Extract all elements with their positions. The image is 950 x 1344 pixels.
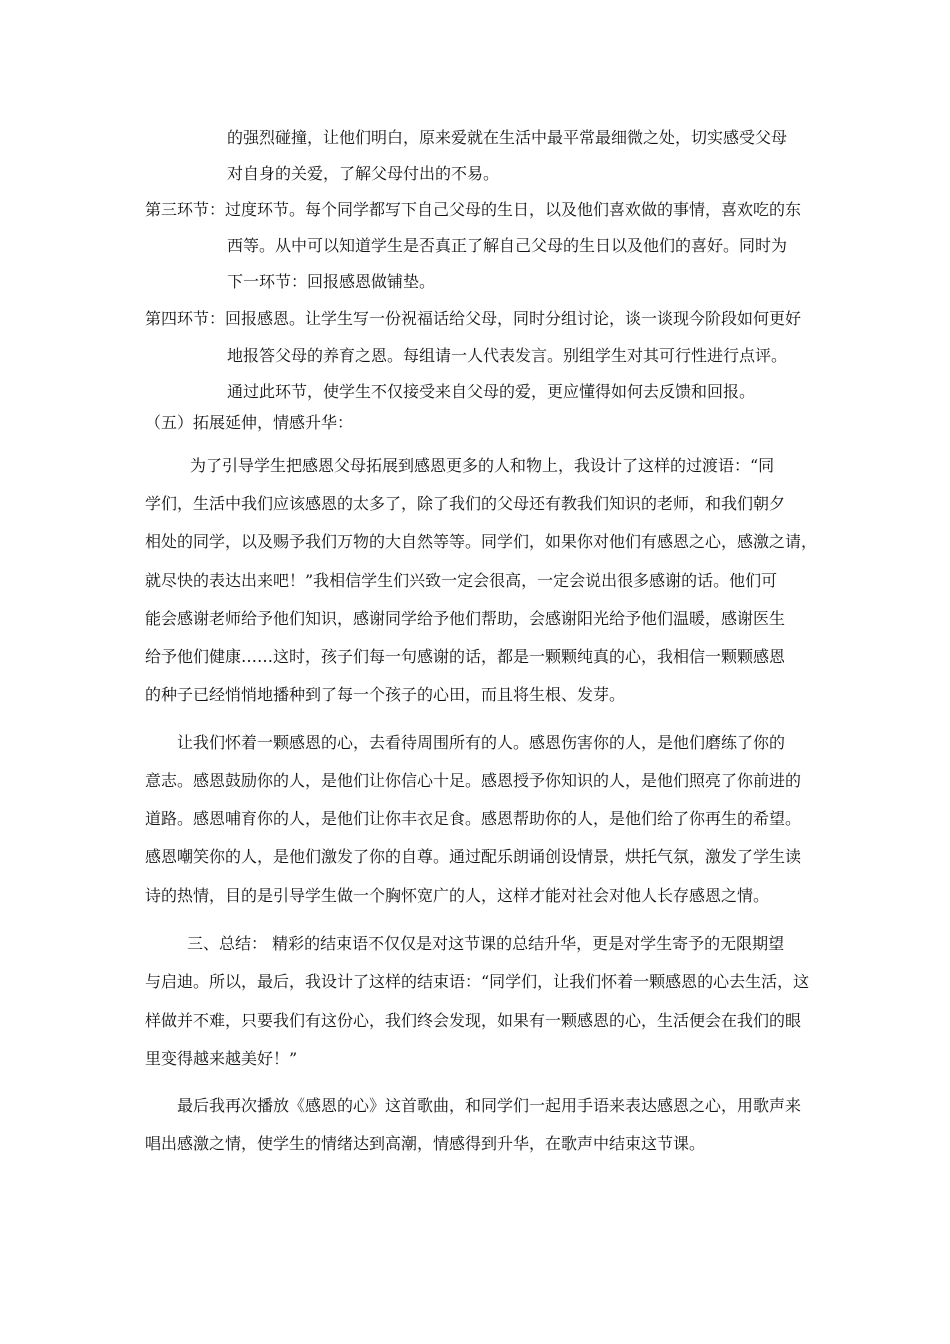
paragraph-2-line-3: 道路。感恩哺育你的人，是他们让你丰衣足食。感恩帮助你的人，是他们给了你再生的希望。 — [145, 809, 802, 828]
text-line-5: 下一环节：回报感恩做铺垫。 — [227, 272, 436, 291]
summary-line-2: 与启迪。所以，最后，我设计了这样的结束语：“同学们，让我们怀着一颗感恩的心去生活，这 — [145, 972, 810, 991]
paragraph-1-line-1: 为了引导学生把感恩父母拓展到感恩更多的人和物上，我设计了这样的过渡语：“同 — [190, 456, 775, 475]
paragraph-1-line-5: 能会感谢老师给予他们知识，感谢同学给予他们帮助，会感谢阳光给予他们温暖，感谢医生 — [145, 609, 786, 628]
summary-line-4: 里变得越来越美好！” — [145, 1049, 298, 1068]
closing-line-1: 最后我再次播放《感恩的心》这首歌曲，和同学们一起用手语来表达感恩之心，用歌声来 — [177, 1096, 802, 1115]
paragraph-1-line-6: 给予他们健康……这时，孩子们每一句感谢的话，都是一颗颗纯真的心，我相信一颗颗感恩 — [145, 647, 786, 666]
summary-line-3: 样做并不难，只要我们有这份心，我们终会发现，如果有一颗感恩的心，生活便会在我们的眼 — [145, 1011, 802, 1030]
section-4-heading-line: 第四环节：回报感恩。让学生写一份祝福话给父母，同时分组讨论，谈一谈现今阶段如何更好 — [145, 309, 802, 328]
closing-line-2: 唱出感激之情，使学生的情绪达到高潮，情感得到升华，在歌声中结束这节课。 — [145, 1134, 706, 1153]
paragraph-1-line-7: 的种子已经悄悄地播种到了每一个孩子的心田，而且将生根、发芽。 — [145, 685, 626, 704]
text-line-1: 的强烈碰撞，让他们明白，原来爱就在生活中最平常最细微之处，切实感受父母 — [227, 128, 788, 147]
paragraph-2-line-4: 感恩嘲笑你的人，是他们激发了你的自尊。通过配乐朗诵创设情景，烘托气氛，激发了学生读 — [145, 847, 802, 866]
summary-line-1: 三、总结： 精彩的结束语不仅仅是对这节课的总结升华，更是对学生寄予的无限期望 — [187, 934, 785, 953]
paragraph-1-line-4: 就尽快的表达出来吧！”我相信学生们兴致一定会很高，一定会说出很多感谢的话。他们可 — [145, 571, 778, 590]
text-line-8: 通过此环节，使学生不仅接受来自父母的爱，更应懂得如何去反馈和回报。 — [227, 382, 756, 401]
paragraph-2-line-1: 让我们怀着一颗感恩的心，去看待周围所有的人。感恩伤害你的人，是他们磨练了你的 — [177, 733, 786, 752]
section-3-heading-line: 第三环节：过度环节。每个同学都写下自己父母的生日，以及他们喜欢做的事情，喜欢吃的东 — [145, 200, 802, 219]
paragraph-2-line-5: 诗的热情，目的是引导学生做一个胸怀宽广的人，这样才能对社会对他人长存感恩之情。 — [145, 886, 770, 905]
paragraph-1-line-3: 相处的同学，以及赐予我们万物的大自然等等。同学们，如果你对他们有感恩之心，感激之请， — [145, 532, 818, 551]
text-line-7: 地报答父母的养育之恩。每组请一人代表发言。别组学生对其可行性进行点评。 — [227, 346, 788, 365]
section-5-heading: （五）拓展延伸，情感升华： — [145, 413, 354, 432]
text-line-4: 西等。从中可以知道学生是否真正了解自己父母的生日以及他们的喜好。同时为 — [227, 236, 788, 255]
paragraph-2-line-2: 意志。感恩鼓励你的人，是他们让你信心十足。感恩授予你知识的人，是他们照亮了你前进的 — [145, 771, 802, 790]
text-line-2: 对自身的关爱，了解父母付出的不易。 — [227, 164, 500, 183]
paragraph-1-line-2: 学们，生活中我们应该感恩的太多了，除了我们的父母还有教我们知识的老师，和我们朝夕 — [145, 494, 786, 513]
